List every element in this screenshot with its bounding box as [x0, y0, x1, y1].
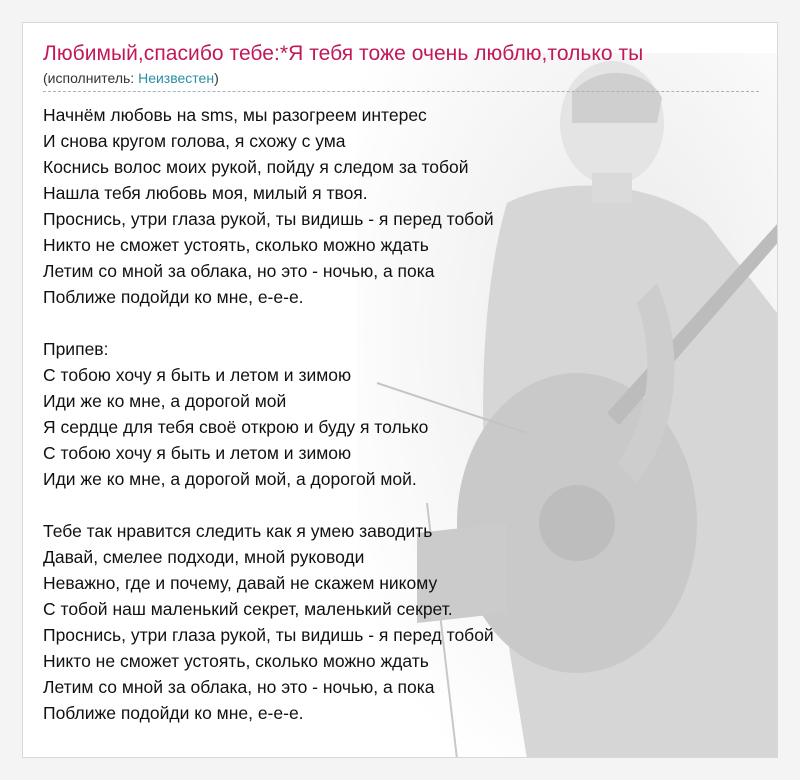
lyrics-content	[43, 39, 757, 726]
lyric-line: Иди же ко мне, а дорогой мой, а дорогой мой.	[43, 469, 417, 489]
lyric-line: С тобою хочу я быть и летом и зимою	[43, 443, 352, 463]
lyric-line: Никто не сможет устоять, сколько можно ждать	[43, 651, 429, 671]
artist-suffix: )	[214, 70, 219, 86]
stanza-gap	[43, 310, 757, 336]
lyric-line: Начнём любовь на sms, мы разогреем интерес	[43, 105, 427, 125]
lyric-line: Летим со мной за облака, но это - ночью, а пока	[43, 261, 435, 281]
artist-link[interactable]: Неизвестен	[138, 70, 215, 86]
lyric-line: И снова кругом голова, я схожу с ума	[43, 131, 346, 151]
lyric-line: Неважно, где и почему, давай не скажем никому	[43, 573, 438, 593]
lyric-line: Проснись, утри глаза рукой, ты видишь - я перед тобой	[43, 625, 494, 645]
stanza-gap	[43, 492, 757, 518]
artist-line	[43, 69, 759, 92]
lyric-line: Нашла тебя любовь моя, милый я твоя.	[43, 183, 368, 203]
lyric-line: С тобой наш маленький секрет, маленький секрет.	[43, 599, 453, 619]
lyric-line: Я сердце для тебя своё открою и буду я только	[43, 417, 429, 437]
lyric-line: Припев:	[43, 339, 109, 359]
lyric-line: Поближе подойди ко мне, е-е-е.	[43, 287, 304, 307]
lyric-line: Летим со мной за облака, но это - ночью, а пока	[43, 677, 435, 697]
lyric-line: Давай, смелее подходи, мной руководи	[43, 547, 365, 567]
lyric-line: Коснись волос моих рукой, пойду я следом за тобой	[43, 157, 469, 177]
lyric-line: Поближе подойди ко мне, е-е-е.	[43, 703, 304, 723]
song-title: Любимый,спасибо тебе:*Я тебя тоже очень люблю,только ты	[43, 42, 644, 65]
lyric-line: Проснись, утри глаза рукой, ты видишь - я перед тобой	[43, 209, 494, 229]
lyric-line: Иди же ко мне, а дорогой мой	[43, 391, 287, 411]
lyric-line: С тобою хочу я быть и летом и зимою	[43, 365, 352, 385]
lyrics-card	[22, 22, 778, 758]
lyrics-text	[43, 102, 757, 726]
artist-prefix: (исполнитель:	[43, 70, 139, 86]
lyric-line: Никто не сможет устоять, сколько можно ждать	[43, 235, 429, 255]
lyric-line: Тебе так нравится следить как я умею заводить	[43, 521, 433, 541]
